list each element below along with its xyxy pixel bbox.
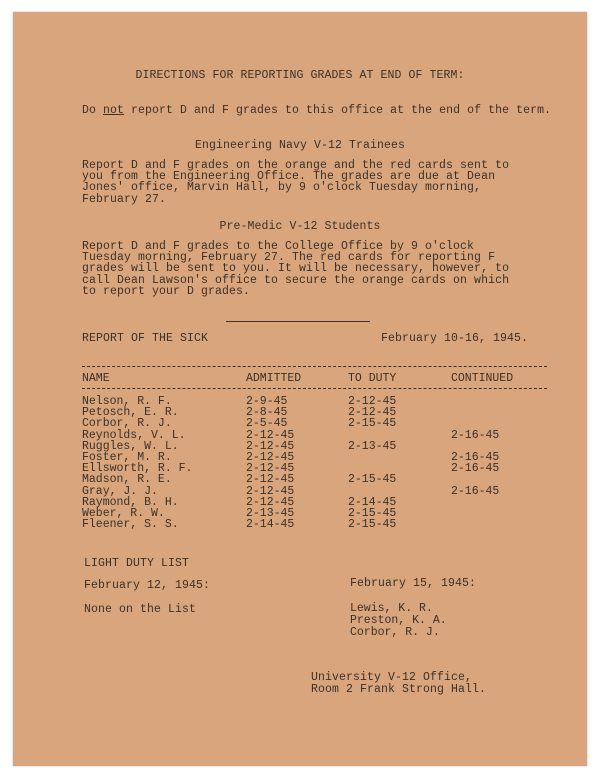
cell-admitted: 2-12-45 — [246, 484, 295, 498]
table-row — [13, 519, 587, 531]
intro-underlined-word: not — [103, 104, 125, 117]
sick-report-title: REPORT OF THE SICK — [82, 332, 209, 345]
light-duty-left-date: February 12, 1945: — [84, 579, 211, 592]
signature-line-2: Room 2 Frank Strong Hall. — [311, 683, 487, 696]
sick-report-dates: February 10-16, 1945. — [381, 332, 529, 345]
premedic-title: Pre-Medic V-12 Students — [219, 220, 381, 233]
page-heading: DIRECTIONS FOR REPORTING GRADES AT END OF TERM: — [135, 69, 465, 82]
table-header-rule — [82, 388, 547, 389]
cell-to-duty: 2-14-45 — [348, 495, 397, 509]
intro-part2: report D and F grades to this office at the end of the term. — [124, 104, 552, 117]
cell-admitted: 2-9-45 — [246, 395, 288, 408]
cell-to-duty: 2-13-45 — [348, 439, 397, 453]
cell-admitted: 2-13-45 — [246, 507, 295, 520]
intro-line — [82, 105, 551, 117]
cell-admitted: 2-14-45 — [246, 518, 295, 532]
cell-admitted: 2-12-45 — [246, 495, 295, 509]
table-header — [13, 373, 587, 385]
cell-admitted: 2-12-45 — [246, 473, 295, 487]
cell-continued: 2-16-45 — [451, 428, 500, 442]
cell-to-duty: 2-15-45 — [348, 473, 397, 487]
light-duty-title: LIGHT DUTY LIST — [84, 557, 190, 570]
engineering-paragraph: Report D and F grades on the orange and the red cards sent to you from the Engineering Office. The grades are due at Dean Jones' office, Marvin Hall, by 9 o'clock Tuesday morning, February 27. — [82, 159, 510, 206]
table-top-rule — [82, 366, 547, 367]
column-header-to-duty: TO DUTY — [348, 372, 397, 385]
cell-admitted: 2-12-45 — [246, 462, 295, 476]
cell-name: Foster, M. R. — [82, 451, 172, 464]
cell-admitted: 2-8-45 — [246, 406, 288, 420]
light-duty-name: Corbor, R. J. — [350, 626, 440, 639]
cell-name: Nelson, R. F. — [82, 395, 172, 408]
cell-name: Gray, J. J. — [82, 484, 158, 498]
cell-admitted: 2-12-45 — [246, 451, 295, 464]
column-header-name: NAME — [82, 372, 110, 385]
cell-name: Petosch, E. R. — [82, 406, 179, 420]
document-page — [13, 12, 587, 766]
cell-admitted: 2-12-45 — [246, 428, 295, 442]
light-duty-name: Preston, K. A. — [350, 614, 447, 627]
cell-name: Corbor, R. J. — [82, 417, 172, 431]
cell-name: Reynolds, V. L. — [82, 428, 186, 442]
cell-name: Fleener, S. S. — [82, 518, 179, 532]
cell-name: Ruggles, W. L. — [82, 439, 179, 453]
column-header-admitted: ADMITTED — [246, 372, 302, 385]
column-header-continued: CONTINUED — [451, 372, 514, 385]
cell-continued: 2-16-45 — [451, 462, 500, 476]
light-duty-right-date: February 15, 1945: — [350, 577, 477, 590]
engineering-title: Engineering Navy V-12 Trainees — [194, 139, 406, 152]
intro-part1: Do — [82, 104, 104, 117]
cell-name: Ellsworth, R. F. — [82, 462, 193, 476]
cell-to-duty: 2-15-45 — [348, 518, 397, 532]
cell-to-duty: 2-15-45 — [348, 417, 397, 431]
signature-line-1: University V-12 Office, — [311, 671, 473, 684]
section-divider — [226, 321, 370, 322]
cell-to-duty: 2-12-45 — [348, 406, 397, 420]
cell-to-duty: 2-12-45 — [348, 395, 397, 408]
light-duty-name: Lewis, K. R. — [350, 602, 433, 615]
cell-admitted: 2-12-45 — [246, 439, 295, 453]
light-duty-left-text: None on the List — [84, 603, 197, 616]
cell-name: Weber, R. W. — [82, 507, 165, 520]
cell-admitted: 2-5-45 — [246, 417, 288, 431]
cell-continued: 2-16-45 — [451, 451, 500, 464]
cell-name: Raymond, B. H. — [82, 495, 179, 509]
cell-to-duty: 2-15-45 — [348, 507, 397, 520]
premedic-paragraph: Report D and F grades to the College Office by 9 o'clock Tuesday morning, February 27. The red cards for reporting F grades will be sent to you. It will be necessary, however, to call Dean Lawson's office to secure the orange cards on which to report your D grades. — [82, 240, 510, 298]
cell-continued: 2-16-45 — [451, 484, 500, 498]
cell-name: Madson, R. E. — [82, 473, 172, 487]
